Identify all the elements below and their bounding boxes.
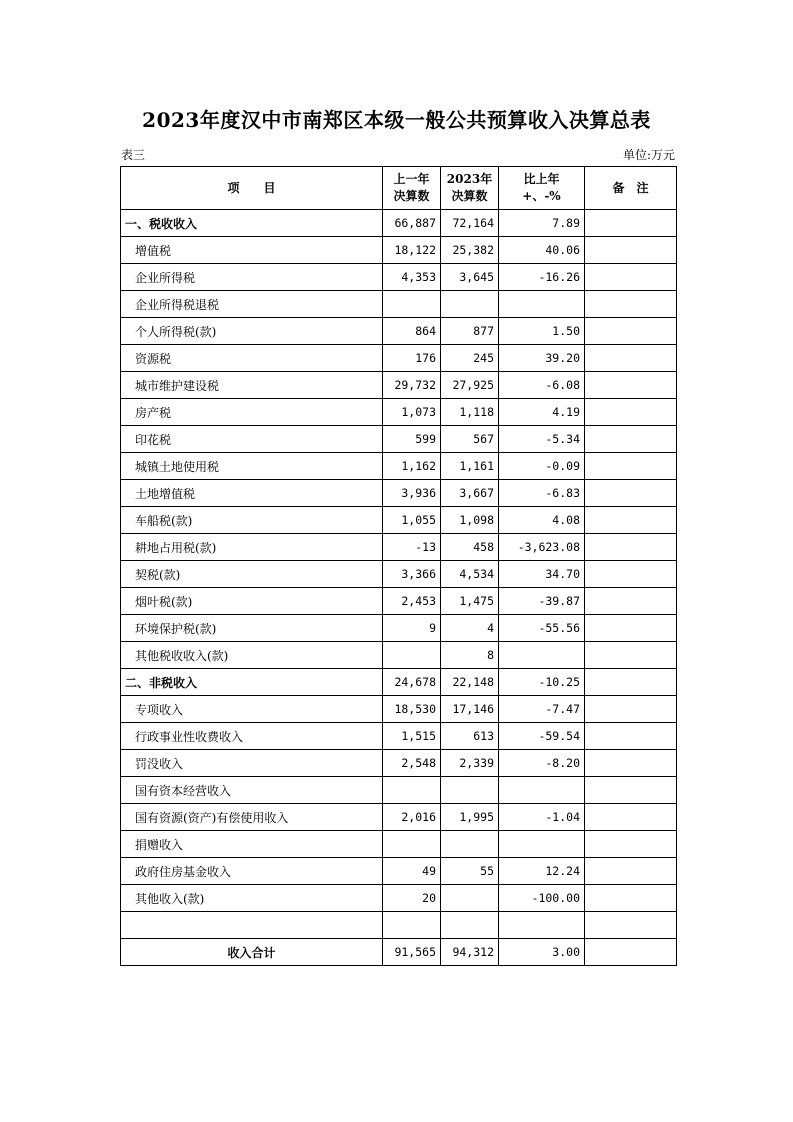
cell-prev-year (383, 831, 441, 858)
table-row (121, 642, 677, 669)
header-change (499, 167, 585, 210)
cell-prev-year: 20 (383, 885, 441, 912)
header-prev-year (383, 167, 441, 210)
cell-current-year: 72,164 (441, 210, 499, 237)
cell-note (585, 804, 677, 831)
table-row (121, 723, 677, 750)
cell-item: 环境保护税(款) (121, 615, 383, 642)
cell-item: 国有资源(资产)有偿使用收入 (121, 804, 383, 831)
cell-change: 3.00 (499, 939, 585, 966)
cell-note (585, 858, 677, 885)
cell-current-year (441, 777, 499, 804)
table-row (121, 534, 677, 561)
cell-current-year: 2,339 (441, 750, 499, 777)
cell-prev-year (383, 777, 441, 804)
table-row (121, 912, 677, 939)
cell-note (585, 642, 677, 669)
cell-prev-year (383, 912, 441, 939)
cell-prev-year: 2,016 (383, 804, 441, 831)
cell-item: 城镇土地使用税 (121, 453, 383, 480)
cell-change: -16.26 (499, 264, 585, 291)
cell-prev-year: 1,055 (383, 507, 441, 534)
header-current-year (441, 167, 499, 210)
cell-prev-year: 1,073 (383, 399, 441, 426)
cell-change (499, 777, 585, 804)
table-row (121, 696, 677, 723)
table-row (121, 615, 677, 642)
cell-note (585, 939, 677, 966)
cell-item: 捐赠收入 (121, 831, 383, 858)
cell-change (499, 642, 585, 669)
cell-change: 34.70 (499, 561, 585, 588)
table-row (121, 426, 677, 453)
cell-change: 40.06 (499, 237, 585, 264)
cell-change: -10.25 (499, 669, 585, 696)
table-row (121, 507, 677, 534)
cell-change: 7.89 (499, 210, 585, 237)
unit-label: 单位:万元 (622, 148, 675, 162)
cell-change: -8.20 (499, 750, 585, 777)
cell-item: 城市维护建设税 (121, 372, 383, 399)
cell-note (585, 534, 677, 561)
cell-change: -39.87 (499, 588, 585, 615)
table-row (121, 318, 677, 345)
cell-change: -1.04 (499, 804, 585, 831)
cell-current-year (441, 912, 499, 939)
cell-current-year: 1,118 (441, 399, 499, 426)
cell-note (585, 615, 677, 642)
cell-note (585, 426, 677, 453)
cell-item: 专项收入 (121, 696, 383, 723)
cell-item: 其他收入(款) (121, 885, 383, 912)
cell-change (499, 831, 585, 858)
table-row (121, 939, 677, 966)
cell-change: -7.47 (499, 696, 585, 723)
table-label: 表三 (121, 148, 146, 162)
table-row (121, 453, 677, 480)
cell-prev-year: 864 (383, 318, 441, 345)
table-row (121, 237, 677, 264)
cell-note (585, 561, 677, 588)
table-body (121, 210, 677, 966)
cell-note (585, 912, 677, 939)
cell-prev-year: 9 (383, 615, 441, 642)
cell-note (585, 777, 677, 804)
header-note-label: 备 注 (612, 180, 649, 195)
cell-change: 39.20 (499, 345, 585, 372)
cell-prev-year: 3,936 (383, 480, 441, 507)
cell-current-year: 1,475 (441, 588, 499, 615)
cell-note (585, 507, 677, 534)
cell-change: 1.50 (499, 318, 585, 345)
cell-prev-year: 66,887 (383, 210, 441, 237)
cell-change: -5.34 (499, 426, 585, 453)
cell-prev-year: 3,366 (383, 561, 441, 588)
cell-note (585, 399, 677, 426)
cell-item: 收入合计 (121, 939, 383, 966)
table-row (121, 777, 677, 804)
cell-change (499, 291, 585, 318)
cell-current-year: 877 (441, 318, 499, 345)
cell-note (585, 831, 677, 858)
cell-item: 一、税收收入 (121, 210, 383, 237)
cell-change: 12.24 (499, 858, 585, 885)
cell-item: 契税(款) (121, 561, 383, 588)
table-row (121, 264, 677, 291)
cell-prev-year: 1,515 (383, 723, 441, 750)
header-cmp-line1: 比上年 (523, 172, 560, 186)
header-cur-line2: 决算数 (451, 189, 488, 203)
cell-item (121, 912, 383, 939)
cell-current-year: 22,148 (441, 669, 499, 696)
cell-note (585, 291, 677, 318)
cell-change: -6.08 (499, 372, 585, 399)
cell-change: -3,623.08 (499, 534, 585, 561)
cell-change: -55.56 (499, 615, 585, 642)
table-row (121, 291, 677, 318)
cell-current-year: 1,995 (441, 804, 499, 831)
cell-change: -6.83 (499, 480, 585, 507)
table-row (121, 669, 677, 696)
cell-current-year (441, 291, 499, 318)
cell-note (585, 696, 677, 723)
cell-note (585, 237, 677, 264)
table-row (121, 588, 677, 615)
cell-current-year: 1,098 (441, 507, 499, 534)
cell-item: 其他税收收入(款) (121, 642, 383, 669)
cell-change: -0.09 (499, 453, 585, 480)
cell-item: 增值税 (121, 237, 383, 264)
cell-item: 车船税(款) (121, 507, 383, 534)
cell-current-year (441, 831, 499, 858)
cell-current-year: 567 (441, 426, 499, 453)
cell-prev-year (383, 642, 441, 669)
cell-note (585, 453, 677, 480)
table-row (121, 372, 677, 399)
cell-item: 烟叶税(款) (121, 588, 383, 615)
cell-current-year: 1,161 (441, 453, 499, 480)
cell-item: 国有资本经营收入 (121, 777, 383, 804)
table-row (121, 858, 677, 885)
table-row (121, 345, 677, 372)
header-row (121, 167, 677, 210)
cell-note (585, 885, 677, 912)
cell-change: 4.08 (499, 507, 585, 534)
cell-note (585, 345, 677, 372)
cell-prev-year: 1,162 (383, 453, 441, 480)
cell-current-year: 245 (441, 345, 499, 372)
cell-current-year: 94,312 (441, 939, 499, 966)
cell-prev-year: 599 (383, 426, 441, 453)
cell-note (585, 723, 677, 750)
header-note (585, 167, 677, 210)
table-row (121, 480, 677, 507)
cell-item: 土地增值税 (121, 480, 383, 507)
cell-current-year: 25,382 (441, 237, 499, 264)
cell-note (585, 588, 677, 615)
cell-item: 印花税 (121, 426, 383, 453)
cell-prev-year: 2,453 (383, 588, 441, 615)
header-item-label: 项 目 (227, 180, 276, 195)
cell-item: 二、非税收入 (121, 669, 383, 696)
cell-prev-year: 2,548 (383, 750, 441, 777)
cell-current-year: 17,146 (441, 696, 499, 723)
cell-prev-year: 91,565 (383, 939, 441, 966)
cell-prev-year: 18,122 (383, 237, 441, 264)
cell-prev-year: -13 (383, 534, 441, 561)
table-row (121, 399, 677, 426)
cell-note (585, 318, 677, 345)
header-cur-line1: 2023年 (446, 172, 493, 186)
cell-current-year: 613 (441, 723, 499, 750)
budget-table (120, 166, 677, 966)
header-cmp-line2: +、-% (522, 189, 561, 203)
table-row (121, 210, 677, 237)
cell-change: -59.54 (499, 723, 585, 750)
cell-item: 个人所得税(款) (121, 318, 383, 345)
cell-note (585, 210, 677, 237)
table-row (121, 831, 677, 858)
cell-note (585, 669, 677, 696)
cell-item: 房产税 (121, 399, 383, 426)
table-row (121, 885, 677, 912)
cell-current-year: 27,925 (441, 372, 499, 399)
cell-change (499, 912, 585, 939)
table-row (121, 561, 677, 588)
cell-item: 企业所得税退税 (121, 291, 383, 318)
table-row (121, 804, 677, 831)
cell-note (585, 264, 677, 291)
header-prev-line2: 决算数 (393, 189, 430, 203)
cell-current-year: 3,667 (441, 480, 499, 507)
cell-current-year: 55 (441, 858, 499, 885)
cell-prev-year: 18,530 (383, 696, 441, 723)
cell-note (585, 480, 677, 507)
cell-prev-year: 49 (383, 858, 441, 885)
cell-prev-year: 24,678 (383, 669, 441, 696)
cell-current-year: 4 (441, 615, 499, 642)
cell-change: 4.19 (499, 399, 585, 426)
header-prev-line1: 上一年 (393, 172, 430, 186)
page-title: 2023年度汉中市南郑区本级一般公共预算收入决算总表 (142, 108, 651, 132)
cell-note (585, 750, 677, 777)
table-row (121, 750, 677, 777)
cell-change: -100.00 (499, 885, 585, 912)
cell-item: 资源税 (121, 345, 383, 372)
cell-item: 政府住房基金收入 (121, 858, 383, 885)
header-item (121, 167, 383, 210)
cell-item: 企业所得税 (121, 264, 383, 291)
cell-prev-year (383, 291, 441, 318)
cell-prev-year: 29,732 (383, 372, 441, 399)
cell-prev-year: 4,353 (383, 264, 441, 291)
cell-item: 行政事业性收费收入 (121, 723, 383, 750)
cell-note (585, 372, 677, 399)
cell-prev-year: 176 (383, 345, 441, 372)
cell-current-year: 458 (441, 534, 499, 561)
cell-current-year (441, 885, 499, 912)
cell-current-year: 4,534 (441, 561, 499, 588)
cell-current-year: 8 (441, 642, 499, 669)
cell-item: 罚没收入 (121, 750, 383, 777)
table-header (121, 167, 677, 210)
cell-current-year: 3,645 (441, 264, 499, 291)
cell-item: 耕地占用税(款) (121, 534, 383, 561)
